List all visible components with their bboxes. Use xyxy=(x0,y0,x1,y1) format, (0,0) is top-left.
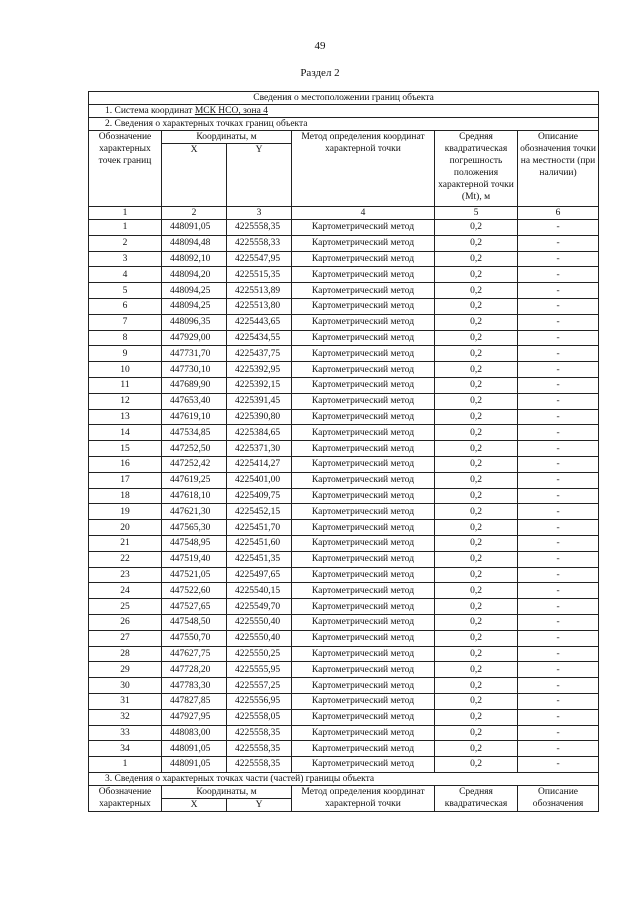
method-cell: Картометрический метод xyxy=(292,583,435,599)
method-cell: Картометрический метод xyxy=(292,298,435,314)
coord-x: 447653,40 xyxy=(162,393,227,409)
method-cell: Картометрический метод xyxy=(292,725,435,741)
point-number: 1 xyxy=(89,220,162,236)
description-cell: - xyxy=(518,362,599,378)
description-cell: - xyxy=(518,662,599,678)
coord-y: 4225550,40 xyxy=(227,614,292,630)
header-coordinates: Координаты, м xyxy=(162,131,292,144)
point-number: 2 xyxy=(89,235,162,251)
method-cell: Картометрический метод xyxy=(292,456,435,472)
method-cell: Картометрический метод xyxy=(292,630,435,646)
header2-error: Средняя квадратическая xyxy=(435,785,518,811)
description-cell: - xyxy=(518,472,599,488)
method-cell: Картометрический метод xyxy=(292,757,435,773)
table-row xyxy=(89,488,599,504)
error-cell: 0,2 xyxy=(435,456,518,472)
column-number: 6 xyxy=(518,207,599,220)
error-cell: 0,2 xyxy=(435,298,518,314)
error-cell: 0,2 xyxy=(435,504,518,520)
coord-x: 447627,75 xyxy=(162,646,227,662)
method-cell: Картометрический метод xyxy=(292,283,435,299)
description-cell: - xyxy=(518,314,599,330)
description-cell: - xyxy=(518,346,599,362)
point-number: 34 xyxy=(89,741,162,757)
point-number: 1 xyxy=(89,757,162,773)
description-cell: - xyxy=(518,646,599,662)
point-number: 24 xyxy=(89,583,162,599)
method-cell: Картометрический метод xyxy=(292,504,435,520)
coord-x: 447689,90 xyxy=(162,377,227,393)
table-row xyxy=(89,314,599,330)
header2-row-1 xyxy=(89,785,599,798)
description-cell: - xyxy=(518,725,599,741)
description-cell: - xyxy=(518,614,599,630)
table-row xyxy=(89,599,599,615)
point-number: 6 xyxy=(89,298,162,314)
coord-y: 4225558,35 xyxy=(227,725,292,741)
coord-y: 4225550,25 xyxy=(227,646,292,662)
description-cell: - xyxy=(518,393,599,409)
column-number: 3 xyxy=(227,207,292,220)
point-number: 7 xyxy=(89,314,162,330)
coord-system-label: 1. Система координат xyxy=(105,106,195,116)
coord-y: 4225556,95 xyxy=(227,693,292,709)
error-cell: 0,2 xyxy=(435,693,518,709)
coord-y: 4225549,70 xyxy=(227,599,292,615)
method-cell: Картометрический метод xyxy=(292,346,435,362)
coord-y: 4225540,15 xyxy=(227,583,292,599)
method-cell: Картометрический метод xyxy=(292,709,435,725)
point-number: 29 xyxy=(89,662,162,678)
coord-x: 447252,50 xyxy=(162,441,227,457)
coord-x: 447730,10 xyxy=(162,362,227,378)
coord-x: 447929,00 xyxy=(162,330,227,346)
description-cell: - xyxy=(518,709,599,725)
description-cell: - xyxy=(518,220,599,236)
point-number: 32 xyxy=(89,709,162,725)
method-cell: Картометрический метод xyxy=(292,678,435,694)
point-number: 23 xyxy=(89,567,162,583)
coord-y: 4225558,35 xyxy=(227,757,292,773)
method-cell: Картометрический метод xyxy=(292,362,435,378)
point-number: 19 xyxy=(89,504,162,520)
header-description: Описание обозначения точки на местности (при наличии) xyxy=(518,131,599,207)
description-cell: - xyxy=(518,441,599,457)
coord-x: 447565,30 xyxy=(162,520,227,536)
error-cell: 0,2 xyxy=(435,488,518,504)
method-cell: Картометрический метод xyxy=(292,472,435,488)
error-cell: 0,2 xyxy=(435,441,518,457)
error-cell: 0,2 xyxy=(435,599,518,615)
point-number: 30 xyxy=(89,678,162,694)
coord-x: 447252,42 xyxy=(162,456,227,472)
point-number: 25 xyxy=(89,599,162,615)
coord-system-row xyxy=(89,105,599,118)
coord-y: 4225451,70 xyxy=(227,520,292,536)
coord-x: 447522,60 xyxy=(162,583,227,599)
method-cell: Картометрический метод xyxy=(292,330,435,346)
description-cell: - xyxy=(518,630,599,646)
method-cell: Картометрический метод xyxy=(292,377,435,393)
table-row xyxy=(89,741,599,757)
point-number: 16 xyxy=(89,456,162,472)
coord-system-value: МСК НСО, зона 4 xyxy=(194,106,268,116)
description-cell: - xyxy=(518,567,599,583)
point-number: 9 xyxy=(89,346,162,362)
table-row xyxy=(89,614,599,630)
description-cell: - xyxy=(518,520,599,536)
header-method: Метод определения координат характерной точки xyxy=(292,131,435,207)
coord-x: 447783,30 xyxy=(162,678,227,694)
point-number: 4 xyxy=(89,267,162,283)
method-cell: Картометрический метод xyxy=(292,614,435,630)
column-number: 5 xyxy=(435,207,518,220)
error-cell: 0,2 xyxy=(435,251,518,267)
table-row xyxy=(89,583,599,599)
table-row xyxy=(89,757,599,773)
table-row xyxy=(89,472,599,488)
method-cell: Картометрический метод xyxy=(292,314,435,330)
point-number: 8 xyxy=(89,330,162,346)
method-cell: Картометрический метод xyxy=(292,267,435,283)
description-cell: - xyxy=(518,251,599,267)
error-cell: 0,2 xyxy=(435,393,518,409)
method-cell: Картометрический метод xyxy=(292,646,435,662)
description-cell: - xyxy=(518,283,599,299)
coord-x: 447728,20 xyxy=(162,662,227,678)
description-cell: - xyxy=(518,693,599,709)
error-cell: 0,2 xyxy=(435,425,518,441)
coord-x: 447521,05 xyxy=(162,567,227,583)
header2-designation: Обозначение характерных xyxy=(89,785,162,811)
error-cell: 0,2 xyxy=(435,614,518,630)
coord-x: 448083,00 xyxy=(162,725,227,741)
point-number: 10 xyxy=(89,362,162,378)
section2-row xyxy=(89,118,599,131)
coord-x: 447527,65 xyxy=(162,599,227,615)
table-row xyxy=(89,298,599,314)
point-number: 22 xyxy=(89,551,162,567)
coord-y: 4225390,80 xyxy=(227,409,292,425)
coord-x: 447927,95 xyxy=(162,709,227,725)
header2-coordinates: Координаты, м xyxy=(162,785,292,798)
table-row xyxy=(89,377,599,393)
coord-x: 448094,20 xyxy=(162,267,227,283)
section2-title: 2. Сведения о характерных точках границ объекта xyxy=(89,118,599,131)
coord-system xyxy=(89,105,599,118)
error-cell: 0,2 xyxy=(435,235,518,251)
point-rows xyxy=(89,220,599,773)
coord-y: 4225392,15 xyxy=(227,377,292,393)
coord-y: 4225384,65 xyxy=(227,425,292,441)
coord-x: 447619,25 xyxy=(162,472,227,488)
point-number: 11 xyxy=(89,377,162,393)
header-y: Y xyxy=(227,144,292,207)
point-number: 21 xyxy=(89,535,162,551)
coord-x: 448094,48 xyxy=(162,235,227,251)
table-title: Сведения о местоположении границ объекта xyxy=(89,92,599,105)
table-title-row xyxy=(89,92,599,105)
method-cell: Картометрический метод xyxy=(292,693,435,709)
coord-y: 4225443,65 xyxy=(227,314,292,330)
header-error: Средняя квадратическая погрешность положения характерной точки (Mt), м xyxy=(435,131,518,207)
method-cell: Картометрический метод xyxy=(292,251,435,267)
coord-y: 4225515,35 xyxy=(227,267,292,283)
point-number: 26 xyxy=(89,614,162,630)
method-cell: Картометрический метод xyxy=(292,599,435,615)
method-cell: Картометрический метод xyxy=(292,567,435,583)
description-cell: - xyxy=(518,678,599,694)
point-number: 12 xyxy=(89,393,162,409)
description-cell: - xyxy=(518,267,599,283)
coord-x: 447827,85 xyxy=(162,693,227,709)
description-cell: - xyxy=(518,741,599,757)
error-cell: 0,2 xyxy=(435,409,518,425)
error-cell: 0,2 xyxy=(435,362,518,378)
table-row xyxy=(89,535,599,551)
coord-x: 447621,30 xyxy=(162,504,227,520)
error-cell: 0,2 xyxy=(435,330,518,346)
coord-y: 4225557,25 xyxy=(227,678,292,694)
description-cell: - xyxy=(518,425,599,441)
method-cell: Картометрический метод xyxy=(292,409,435,425)
point-number: 3 xyxy=(89,251,162,267)
method-cell: Картометрический метод xyxy=(292,441,435,457)
method-cell: Картометрический метод xyxy=(292,535,435,551)
coord-y: 4225392,95 xyxy=(227,362,292,378)
coord-y: 4225497,65 xyxy=(227,567,292,583)
method-cell: Картометрический метод xyxy=(292,662,435,678)
description-cell: - xyxy=(518,535,599,551)
table-row xyxy=(89,441,599,457)
coord-y: 4225434,55 xyxy=(227,330,292,346)
point-number: 17 xyxy=(89,472,162,488)
method-cell: Картометрический метод xyxy=(292,488,435,504)
coord-x: 447519,40 xyxy=(162,551,227,567)
coord-x: 447619,10 xyxy=(162,409,227,425)
method-cell: Картометрический метод xyxy=(292,520,435,536)
table-row xyxy=(89,456,599,472)
table-row xyxy=(89,520,599,536)
error-cell: 0,2 xyxy=(435,314,518,330)
description-cell: - xyxy=(518,330,599,346)
description-cell: - xyxy=(518,504,599,520)
table-row xyxy=(89,346,599,362)
method-cell: Картометрический метод xyxy=(292,235,435,251)
coord-x: 448091,05 xyxy=(162,741,227,757)
method-cell: Картометрический метод xyxy=(292,551,435,567)
header2-x: X xyxy=(162,798,227,811)
point-number: 27 xyxy=(89,630,162,646)
point-number: 14 xyxy=(89,425,162,441)
description-cell: - xyxy=(518,409,599,425)
error-cell: 0,2 xyxy=(435,520,518,536)
method-cell: Картометрический метод xyxy=(292,220,435,236)
table-row xyxy=(89,330,599,346)
coord-y: 4225437,75 xyxy=(227,346,292,362)
point-number: 5 xyxy=(89,283,162,299)
table-row xyxy=(89,235,599,251)
column-number: 4 xyxy=(292,207,435,220)
coord-y: 4225414,27 xyxy=(227,456,292,472)
table-row xyxy=(89,504,599,520)
table-row xyxy=(89,283,599,299)
point-number: 31 xyxy=(89,693,162,709)
coord-y: 4225558,05 xyxy=(227,709,292,725)
description-cell: - xyxy=(518,456,599,472)
description-cell: - xyxy=(518,298,599,314)
table-row xyxy=(89,646,599,662)
error-cell: 0,2 xyxy=(435,220,518,236)
coord-x: 448094,25 xyxy=(162,298,227,314)
section3-row xyxy=(89,772,599,785)
point-number: 33 xyxy=(89,725,162,741)
table-row xyxy=(89,551,599,567)
coord-y: 4225513,89 xyxy=(227,283,292,299)
coord-x: 447548,95 xyxy=(162,535,227,551)
header2-y: Y xyxy=(227,798,292,811)
header2-description: Описание обозначения xyxy=(518,785,599,811)
table-row xyxy=(89,678,599,694)
error-cell: 0,2 xyxy=(435,662,518,678)
description-cell: - xyxy=(518,551,599,567)
error-cell: 0,2 xyxy=(435,709,518,725)
column-number: 2 xyxy=(162,207,227,220)
method-cell: Картометрический метод xyxy=(292,741,435,757)
error-cell: 0,2 xyxy=(435,678,518,694)
coord-y: 4225451,35 xyxy=(227,551,292,567)
coord-y: 4225550,40 xyxy=(227,630,292,646)
point-number: 13 xyxy=(89,409,162,425)
description-cell: - xyxy=(518,583,599,599)
table-row xyxy=(89,709,599,725)
coord-y: 4225452,15 xyxy=(227,504,292,520)
point-number: 28 xyxy=(89,646,162,662)
page-number: 49 xyxy=(314,40,326,52)
error-cell: 0,2 xyxy=(435,583,518,599)
coord-y: 4225401,00 xyxy=(227,472,292,488)
coord-y: 4225555,95 xyxy=(227,662,292,678)
description-cell: - xyxy=(518,488,599,504)
error-cell: 0,2 xyxy=(435,472,518,488)
error-cell: 0,2 xyxy=(435,630,518,646)
coord-x: 447550,70 xyxy=(162,630,227,646)
error-cell: 0,2 xyxy=(435,535,518,551)
column-number: 1 xyxy=(89,207,162,220)
coord-y: 4225558,35 xyxy=(227,220,292,236)
header-x: X xyxy=(162,144,227,207)
header-designation: Обозначение характерных точек границ xyxy=(89,131,162,207)
error-cell: 0,2 xyxy=(435,757,518,773)
coord-y: 4225513,80 xyxy=(227,298,292,314)
table-row xyxy=(89,693,599,709)
point-number: 20 xyxy=(89,520,162,536)
table-row xyxy=(89,267,599,283)
error-cell: 0,2 xyxy=(435,551,518,567)
table-row xyxy=(89,662,599,678)
table-row xyxy=(89,725,599,741)
point-number: 18 xyxy=(89,488,162,504)
coord-y: 4225558,33 xyxy=(227,235,292,251)
header-row-1 xyxy=(89,131,599,144)
description-cell: - xyxy=(518,599,599,615)
method-cell: Картометрический метод xyxy=(292,393,435,409)
column-numbers-row xyxy=(89,207,599,220)
table-row xyxy=(89,409,599,425)
error-cell: 0,2 xyxy=(435,267,518,283)
table-row xyxy=(89,630,599,646)
coord-x: 448091,05 xyxy=(162,220,227,236)
table-row xyxy=(89,220,599,236)
description-cell: - xyxy=(518,377,599,393)
coord-x: 448096,35 xyxy=(162,314,227,330)
table-row xyxy=(89,251,599,267)
error-cell: 0,2 xyxy=(435,725,518,741)
table-row xyxy=(89,567,599,583)
coord-y: 4225391,45 xyxy=(227,393,292,409)
table-row xyxy=(89,425,599,441)
error-cell: 0,2 xyxy=(435,377,518,393)
error-cell: 0,2 xyxy=(435,283,518,299)
coord-x: 447534,85 xyxy=(162,425,227,441)
coord-y: 4225547,95 xyxy=(227,251,292,267)
coord-x: 447731,70 xyxy=(162,346,227,362)
coord-y: 4225558,35 xyxy=(227,741,292,757)
coord-x: 447618,10 xyxy=(162,488,227,504)
error-cell: 0,2 xyxy=(435,346,518,362)
table-row xyxy=(89,393,599,409)
coord-x: 448091,05 xyxy=(162,757,227,773)
header2-method: Метод определения координат характерной точки xyxy=(292,785,435,811)
coord-x: 448094,25 xyxy=(162,283,227,299)
coord-y: 4225451,60 xyxy=(227,535,292,551)
table-row xyxy=(89,362,599,378)
coord-y: 4225371,30 xyxy=(227,441,292,457)
error-cell: 0,2 xyxy=(435,567,518,583)
coord-y: 4225409,75 xyxy=(227,488,292,504)
error-cell: 0,2 xyxy=(435,741,518,757)
coord-x: 447548,50 xyxy=(162,614,227,630)
description-cell: - xyxy=(518,235,599,251)
coord-x: 448092,10 xyxy=(162,251,227,267)
boundary-table xyxy=(88,91,599,812)
section3-title: 3. Сведения о характерных точках части (частей) границы объекта xyxy=(89,772,599,785)
point-number: 15 xyxy=(89,441,162,457)
error-cell: 0,2 xyxy=(435,646,518,662)
section-title: Раздел 2 xyxy=(300,67,340,79)
description-cell: - xyxy=(518,757,599,773)
method-cell: Картометрический метод xyxy=(292,425,435,441)
